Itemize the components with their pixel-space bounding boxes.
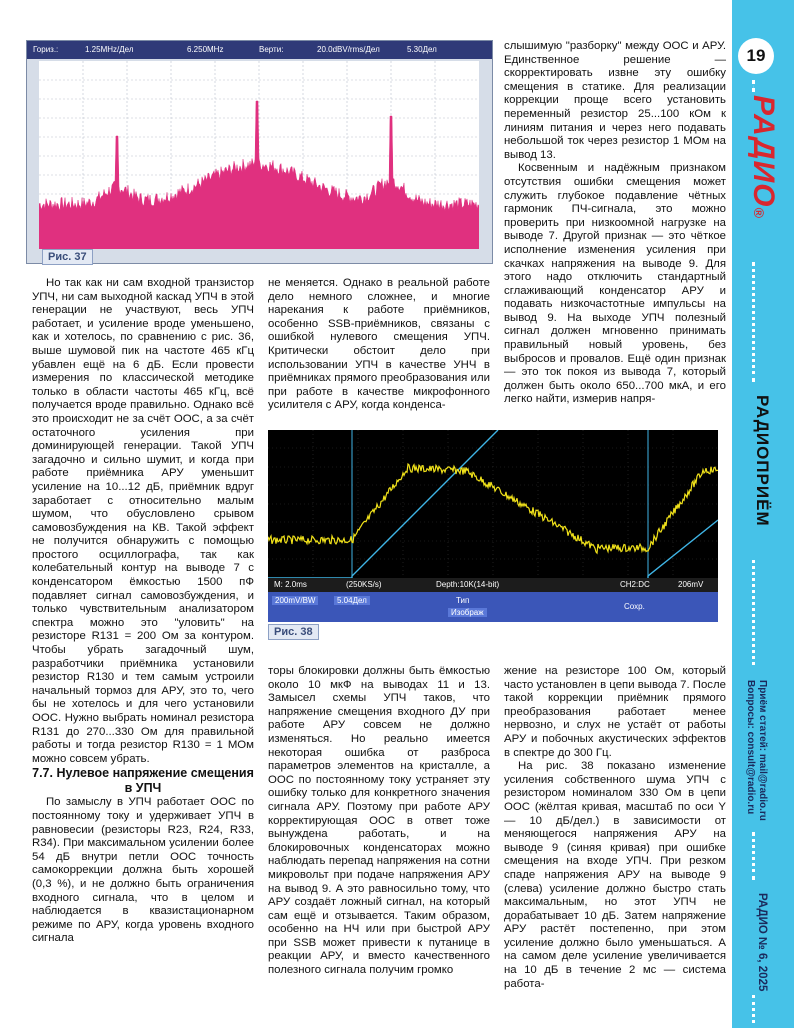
paragraph: На рис. 38 показано изменение усиления собственного шума УПЧ с резистором номиналом 330 Ом в цепи ООС (жёлтая кривая, масштаб по оси Y — 10 дБ/дел.) в зависимости от меняющегося напряжения АРУ на выводе 9 (синяя кривая) при ошибке смещения на входе УПЧ. При резком спаде напряжения АРУ на выводе 9 (слева) усиление должно быстро стать максимальным, но этот УПЧ не дорабатывает 10 дБ. Затем напряжение АРУ растёт постепенно, при этом усиление должно было уменьшаться. А на самом деле усиление увеличивается на 10 дБ в течение 2 мс — система работа- [504, 760, 726, 990]
memory-depth: Depth:10K(14-bit) [436, 580, 500, 589]
type-value[interactable]: Изображ [448, 608, 487, 617]
spectrum-trace [39, 101, 479, 249]
osc-status-bar [268, 578, 718, 592]
contacts: Приём статей: mail@radio.ru Вопросы: consult@radio.ru [745, 680, 768, 821]
page-number: 19 [738, 38, 774, 74]
ch-scale[interactable]: 200mV/BW [272, 596, 318, 605]
paragraph: не меняется. Однако в реальной работе дело немного сложнее, и многие нарекания к работе приёмников, особенно SSB-приёмников, связаны с ошибкой нулевого смещения УПЧ. Критически обстоит дело при использовании УПЧ в качестве УНЧ в приёмниках прямого преобразования или при работе в качестве микрофонного усилителя с АРУ, когда конденса- [268, 277, 490, 412]
v-offset: 5.30Дел [407, 45, 437, 54]
paragraph: Косвенным и надёжным признаком отсутствия ошибки смещения может служить глубокое подавление чётных гармоник ПЧ-сигнала, это можно проверить при низкоомной нагрузке на выводе 7. Другой признак — это чёткое исполнение изменения усиления при скачках напряжения на выводе 9. Для этого надо отключить стандартный сглаживающий конденсатор АРУ и подавать низкочастотные импульсы на вывод 9. На выходе УПЧ полезный сигнал должен мгновенно принимать правильный новый уровень, без выбросов и провалов. Ещё один признак — это ток покоя из вывода 7, который должен быть около 650...700 мкА, и его легко найти, измерив напря- [504, 162, 726, 406]
issue-label: РАДИО № 6, 2025 [756, 893, 768, 992]
v-scale: 20.0dBV/rms/Дел [317, 45, 380, 54]
ch-offset[interactable]: 5.04Дел [334, 596, 370, 605]
trigger-level: 206mV [678, 580, 704, 589]
v-label: Верти: [259, 45, 284, 54]
sample-rate: (250KS/s) [346, 580, 382, 589]
h-label: Гориз.: [33, 45, 59, 54]
h-scale: 1.25MHz/Дел [85, 45, 134, 54]
osc-menu-bar [268, 592, 718, 622]
column-top-right [504, 40, 726, 407]
dotted-divider [752, 262, 759, 382]
save-button[interactable]: Сохр. [624, 602, 645, 611]
timebase: M: 2.0ms [274, 580, 307, 589]
figure-38-caption: Рис. 38 [268, 624, 319, 640]
column-left [32, 277, 254, 946]
dotted-divider [752, 80, 759, 92]
spectrum-header [27, 41, 492, 59]
section-title: РАДИОПРИЁМ [753, 395, 772, 527]
channel: CH2:DC [620, 580, 650, 589]
osc-plot [268, 430, 718, 578]
center-freq: 6.250MHz [187, 45, 224, 54]
paragraph: По замыслу в УПЧ работает ООС по постоянному току и удерживает УПЧ в равновесии (резисторы R23, R24, R33, R34). При максимальном усилении более 54 дБ внутри петли ООС точность самокоррекции должна быть хорошей (0,3 %), и не должно быть ограничения входного сигнала, что в целом и наблюдается в квазистационарном режиме по АРУ, когда уровень входного сигнала [32, 796, 254, 945]
section-heading: 7.7. Нулевое напряжение смещения в УПЧ [32, 766, 254, 796]
figure-37-caption: Рис. 37 [42, 249, 93, 265]
figure-38-oscillogram [268, 430, 718, 622]
radio-logo: РАДИО® [747, 95, 780, 219]
column-right-bottom [504, 665, 726, 991]
dotted-divider [752, 560, 759, 665]
type-label: Тип [456, 596, 470, 605]
column-middle-top [268, 277, 490, 413]
paragraph: жение на резисторе 100 Ом, который часто установлен в цепи вывода 7. После такой коррекции приёмник прямого преобразования работает менее нервозно, и слух не устаёт от работы АРУ и побочных акустических эффектов в спектре до 300 Гц. [504, 665, 726, 759]
column-middle-bottom [268, 665, 490, 978]
spectrum-plot [39, 61, 479, 249]
spectrum-svg [39, 61, 479, 249]
dotted-divider [752, 832, 759, 880]
paragraph: торы блокировки должны быть ёмкостью около 10 мкФ на выводах 11 и 13. Замысел схемы УПЧ таков, что напряжение смещения входного ДУ при работе АРУ совсем не должно изменяться. Но реально имеется некоторая ошибка от разброса параметров элементов на кристалле, а ООС по постоянному току устраняет эту ошибку только для конкретного значения сигнала АРУ. Поэтому при работе АРУ корректирующая ООС в ответ тоже вынуждена работать, и на блокировочных конденсаторах можно наблюдать перепад напряжения на сотни микровольт при подаче напряжения АРУ на вывод 9. А это равносильно тому, что АРУ создаёт ложный сигнал, на который сам ещё и отзывается. Таким образом, особенно на НЧ или при быстрой АРУ при SSB может привести к путанице в реакции АРУ, и вместо качественного полезного сигнала получим громко [268, 665, 490, 977]
paragraph: Но так как ни сам входной транзистор УПЧ, ни сам выходной каскад УПЧ в этой генерации не участвуют, весь УПЧ работает, и усиление вроде уменьшено, как и хотелось, по сравнению с рис. 36, выше шумовой пик на частоте 465 кГц убавлен ещё на 6 дБ. Если провести измерения по классической методике только в области частоты 465 кГц, всё получается вроде правильно. Однако всё это происходит не за счёт ООС, а за счёт остаточного усиления при доминирующей генерации. Такой УПЧ загадочно и сильно шумит, и когда при работе приёмника АРУ уменьшит усиление на 10...12 дБ, приёмник вдруг заработает с относительно малым шумом, что обусловлено срывом самовозбуждения на КВ. Такой эффект не получится обнаружить с помощью простого осциллографа, так как колебательный контур на выводе 7 с конденсатором ёмкостью 1500 пФ подавляет сигнал самовозбуждения, и только чувствительным анализатором спектра можно это "уловить" на резисторе R131 = 200 Ом за контуром. Чтобы убрать загадочный шум, разработчики приёмника установили резистор R130 и тем самым устроили начальный тормоз для АРУ, это то, чего бы не хотелось и для чего установили ООС. Нужно выбрать номинал резистора R131 до 270...330 Ом для правильной работы и тогда резистор R130 = 1 МОм можно совсем убрать. [32, 277, 254, 765]
figure-37-spectrum [26, 40, 493, 264]
paragraph: слышимую "разборку" между ООС и АРУ. Единственное решение — скорректировать извне эту ошибку смещения в статике. Для реализации коррекции проще всего установить переменный резистор 25...100 кОм к линиям питания и через него подавать небольшой ток через резистор 1 МОм на вывод 13. [504, 40, 726, 161]
dotted-divider [752, 995, 759, 1023]
